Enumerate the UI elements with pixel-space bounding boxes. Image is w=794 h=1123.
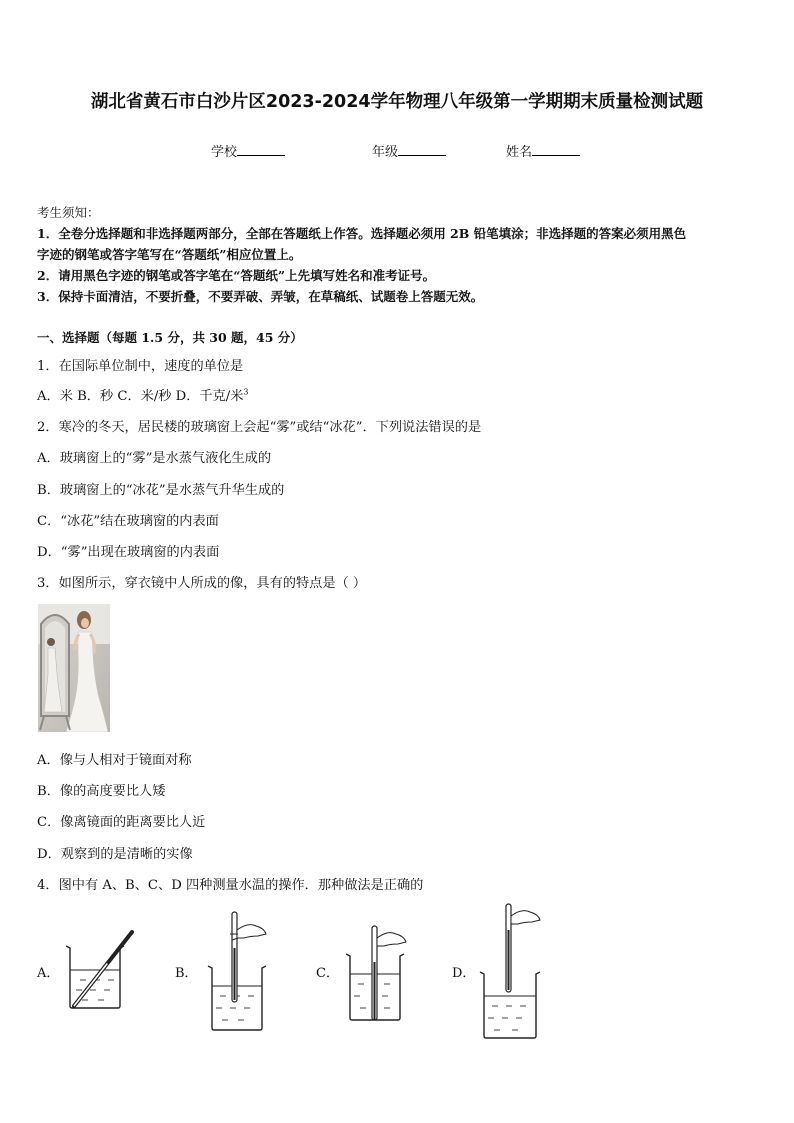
q1-stem: 1．在国际单位制中，速度的单位是 bbox=[37, 359, 244, 374]
grade-label: 年级 bbox=[372, 145, 399, 160]
q3-option-b: B．像的高度要比人矮 bbox=[37, 784, 166, 799]
q4-label-c: C． bbox=[316, 966, 339, 981]
notice-item-2: 2．请用黑色字迹的钢笔或答字笔在“答题纸”上先填写姓名和准考证号。 bbox=[37, 268, 436, 283]
beaker-a-figure bbox=[60, 928, 140, 1012]
q1-options bbox=[37, 385, 249, 404]
mirror-photo bbox=[38, 604, 110, 732]
section-heading: 一、选择题（每题 1.5 分，共 30 题，45 分） bbox=[37, 330, 303, 345]
q4-label-b: B． bbox=[175, 966, 198, 981]
notice-item-1-cont: 字迹的钢笔或答字笔写在“答题纸”相应位置上。 bbox=[37, 247, 302, 262]
school-label: 学校 bbox=[211, 145, 238, 160]
grade-blank bbox=[398, 142, 446, 156]
q1-superscript: 3 bbox=[243, 387, 249, 397]
notice-heading: 考生须知： bbox=[37, 205, 100, 220]
q3-option-d: D．观察到的是清晰的实像 bbox=[37, 847, 193, 862]
page-title: 湖北省黄石市白沙片区2023-2024学年物理八年级第一学期期末质量检测试题 bbox=[90, 92, 704, 112]
q4-stem: 4．图中有 A、B、C、D 四种测量水温的操作．那种做法是正确的 bbox=[37, 878, 424, 893]
q2-option-d: D．“雾”出现在玻璃窗的内表面 bbox=[37, 545, 220, 560]
q4-label-a: A． bbox=[37, 966, 60, 981]
q2-option-c: C．“冰花”结在玻璃窗的内表面 bbox=[37, 514, 219, 529]
beaker-c-figure bbox=[342, 922, 412, 1024]
school-field bbox=[211, 141, 285, 160]
q3-option-c: C．像离镜面的距离要比人近 bbox=[37, 815, 206, 830]
beaker-b-figure bbox=[204, 908, 272, 1034]
name-label: 姓名 bbox=[506, 145, 533, 160]
q2-option-b: B．玻璃窗上的“冰花”是水蒸气升华生成的 bbox=[37, 483, 285, 498]
grade-field bbox=[372, 141, 446, 160]
name-field bbox=[506, 141, 580, 160]
q2-stem: 2．寒冷的冬天，居民楼的玻璃窗上会起“雾”或结“冰花”．下列说法错误的是 bbox=[37, 420, 482, 435]
q4-label-d: D． bbox=[452, 966, 476, 981]
q1-options-text: A．米 B．秒 C．米/秒 D．千克/米 bbox=[37, 389, 244, 404]
q3-option-a: A．像与人相对于镜面对称 bbox=[37, 753, 192, 768]
notice-item-1: 1．全卷分选择题和非选择题两部分，全部在答题纸上作答。选择题必须用 2B 铅笔填涂；非选择题的答案必须用黑色 bbox=[37, 226, 687, 241]
beaker-d-figure bbox=[476, 900, 548, 1042]
school-blank bbox=[237, 142, 285, 156]
notice-item-3: 3．保持卡面清洁，不要折叠，不要弄破、弄皱，在草稿纸、试题卷上答题无效。 bbox=[37, 289, 484, 304]
q2-option-a: A．玻璃窗上的“雾”是水蒸气液化生成的 bbox=[37, 451, 272, 466]
q3-stem: 3．如图所示，穿衣镜中人所成的像，具有的特点是（ ） bbox=[37, 576, 367, 591]
name-blank bbox=[532, 142, 580, 156]
